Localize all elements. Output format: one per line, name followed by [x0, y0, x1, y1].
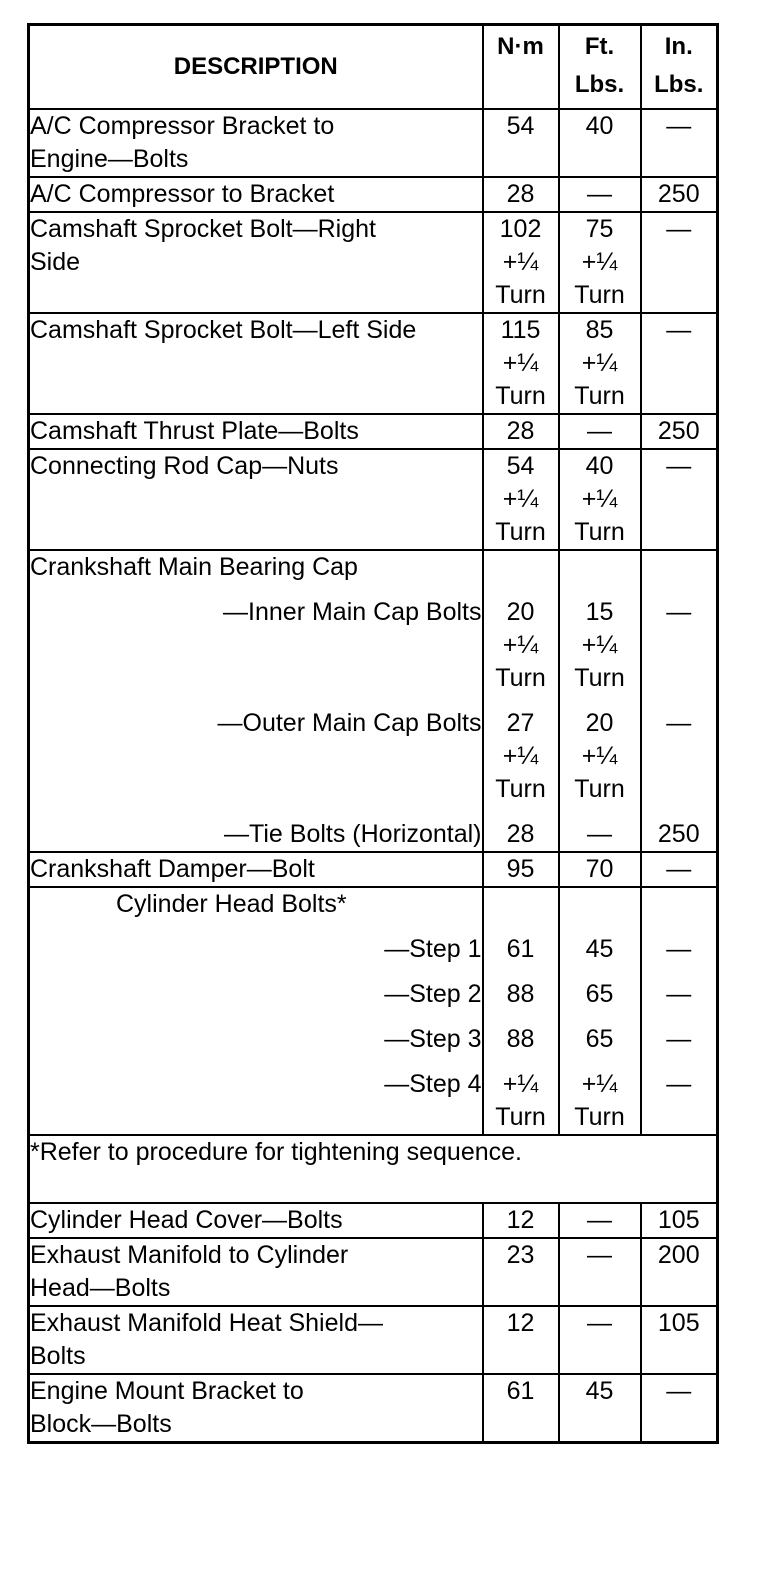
main-bearing-nm	[483, 550, 559, 852]
torque-spec-table	[27, 23, 719, 1444]
cell-line: 12	[506, 1309, 535, 1337]
main-bearing-title: Crankshaft Main Bearing Cap	[30, 553, 358, 581]
row-nm-value	[483, 109, 559, 177]
cell-line: 45	[585, 1377, 614, 1405]
cell-line: —	[587, 180, 612, 208]
row-ft-lbs-value	[559, 414, 641, 449]
value-line: +¼	[502, 631, 539, 659]
cell-line: Camshaft Sprocket Bolt—Left Side	[30, 316, 417, 344]
row-nm-value	[483, 1238, 559, 1306]
cell-line: —	[587, 1206, 612, 1234]
value-line: —	[666, 1070, 692, 1098]
head-bolts-row	[29, 887, 718, 1135]
value-line: 27	[506, 709, 535, 737]
value-line: Turn	[495, 775, 546, 803]
value-line: +¼	[502, 1070, 539, 1098]
cell-line: —	[587, 417, 612, 445]
head-bolts-step-label: —Step 4	[384, 1070, 482, 1098]
cell-line: Exhaust Manifold Heat Shield—	[30, 1309, 383, 1337]
cell-line: Camshaft Sprocket Bolt—Right	[30, 215, 376, 243]
value-line: 20	[585, 709, 614, 737]
row-in-lbs-value	[641, 177, 718, 212]
cell-line: +¼	[502, 349, 539, 377]
table-row	[29, 212, 718, 313]
table-row	[29, 449, 718, 550]
cell-line: A/C Compressor Bracket to	[30, 112, 335, 140]
row-in-lbs-value	[641, 313, 718, 414]
header-row	[29, 25, 718, 110]
head-bolts-title: Cylinder Head Bolts*	[116, 890, 347, 918]
table-row	[29, 109, 718, 177]
table-row	[29, 414, 718, 449]
row-ft-lbs-value	[559, 1306, 641, 1374]
cell-line: Camshaft Thrust Plate—Bolts	[30, 417, 359, 445]
head-bolts-nm	[483, 887, 559, 1135]
cell-line: —	[666, 452, 692, 480]
cell-line: 23	[506, 1241, 535, 1269]
row-description	[29, 177, 483, 212]
header-ft-line: Ft.	[584, 33, 615, 60]
row-nm-value	[483, 1306, 559, 1374]
row-in-lbs-value	[641, 414, 718, 449]
cell-line: 200	[657, 1241, 700, 1269]
cell-line: —	[666, 215, 692, 243]
value-line: —	[666, 935, 692, 963]
cell-line: Connecting Rod Cap—Nuts	[30, 452, 339, 480]
header-nm: N·m	[483, 25, 559, 110]
row-in-lbs-value	[641, 449, 718, 550]
row-nm-value	[483, 1374, 559, 1443]
cell-line: 28	[506, 417, 535, 445]
damper-in: —	[641, 852, 718, 887]
cell-line: —	[666, 112, 692, 140]
cell-line: +¼	[502, 485, 539, 513]
cell-line: 40	[585, 112, 614, 140]
cell-line: 250	[657, 180, 700, 208]
cell-line: +¼	[581, 485, 618, 513]
header-in-line: Lbs.	[654, 71, 704, 98]
row-description	[29, 109, 483, 177]
row-description	[29, 313, 483, 414]
cell-line: 54	[506, 112, 535, 140]
cell-line: Side	[30, 248, 81, 276]
cell-line: —	[587, 1309, 612, 1337]
row-description	[29, 414, 483, 449]
cell-line: Turn	[495, 281, 546, 309]
main-bearing-description	[29, 550, 483, 852]
value-line: 15	[585, 598, 614, 626]
row-description	[29, 1374, 483, 1443]
value-line: +¼	[581, 742, 618, 770]
damper-nm: 95	[483, 852, 559, 887]
cell-line: +¼	[581, 349, 618, 377]
header-description: DESCRIPTION	[29, 25, 483, 110]
table-row	[29, 1374, 718, 1443]
value-line: —	[666, 709, 692, 737]
cell-line: —	[587, 1241, 612, 1269]
value-line: 65	[585, 1025, 614, 1053]
cell-line: Engine Mount Bracket to	[30, 1377, 304, 1405]
value-line: 45	[585, 935, 614, 963]
cell-line: —	[666, 1377, 692, 1405]
table-row	[29, 177, 718, 212]
table-row	[29, 1306, 718, 1374]
row-nm-value	[483, 1203, 559, 1238]
table-row	[29, 313, 718, 414]
row-description	[29, 212, 483, 313]
value-line: Turn	[495, 1103, 546, 1131]
head-bolts-step-label: —Step 1	[384, 935, 482, 963]
value-line: Turn	[574, 775, 625, 803]
row-nm-value	[483, 212, 559, 313]
cell-line: Turn	[495, 382, 546, 410]
main-bearing-row	[29, 550, 718, 852]
cell-line: Exhaust Manifold to Cylinder	[30, 1241, 349, 1269]
row-in-lbs-value	[641, 109, 718, 177]
value-line: +¼	[502, 742, 539, 770]
cell-line: 61	[506, 1377, 535, 1405]
cell-line: 85	[585, 316, 614, 344]
main-bearing-in	[641, 550, 718, 852]
cell-line: Turn	[495, 518, 546, 546]
cell-line: Turn	[574, 382, 625, 410]
value-line: —	[666, 598, 692, 626]
value-line: +¼	[581, 631, 618, 659]
row-description	[29, 1306, 483, 1374]
cell-line: Turn	[574, 518, 625, 546]
cell-line: Head—Bolts	[30, 1274, 171, 1302]
head-bolts-ft	[559, 887, 641, 1135]
row-nm-value	[483, 449, 559, 550]
cell-line: 12	[506, 1206, 535, 1234]
head-bolts-step-label: —Step 2	[384, 980, 482, 1008]
value-line: Turn	[495, 664, 546, 692]
cell-line: 105	[657, 1206, 700, 1234]
head-bolts-step-label: —Step 3	[384, 1025, 482, 1053]
value-line: 65	[585, 980, 614, 1008]
table-row	[29, 1238, 718, 1306]
cell-line: Turn	[574, 281, 625, 309]
cell-line: Engine—Bolts	[30, 145, 189, 173]
row-ft-lbs-value	[559, 313, 641, 414]
row-description	[29, 1203, 483, 1238]
value-line: Turn	[574, 664, 625, 692]
cell-line: 115	[500, 316, 541, 344]
row-ft-lbs-value	[559, 1238, 641, 1306]
cell-line: Block—Bolts	[30, 1410, 172, 1438]
value-line: +¼	[581, 1070, 618, 1098]
value-line: —	[666, 1025, 692, 1053]
header-in-line: In.	[664, 33, 693, 60]
cell-line: Bolts	[30, 1342, 86, 1370]
row-description	[29, 449, 483, 550]
header-ft-line: Lbs.	[574, 71, 625, 98]
cell-line: 102	[499, 215, 542, 243]
header-in-lbs	[641, 25, 718, 110]
row-ft-lbs-value	[559, 1374, 641, 1443]
cell-line: —	[666, 316, 692, 344]
cell-line: Cylinder Head Cover—Bolts	[30, 1206, 343, 1234]
header-ft-lbs	[559, 25, 641, 110]
main-bearing-item-label: —Outer Main Cap Bolts	[217, 709, 482, 737]
cell-line: 105	[657, 1309, 700, 1337]
row-ft-lbs-value	[559, 1203, 641, 1238]
main-bearing-item-label: —Inner Main Cap Bolts	[223, 598, 482, 626]
footnote: *Refer to procedure for tightening sequence.	[29, 1135, 718, 1203]
cell-line: +¼	[581, 248, 618, 276]
value-line: 28	[506, 820, 535, 848]
row-ft-lbs-value	[559, 212, 641, 313]
table-row	[29, 1203, 718, 1238]
row-in-lbs-value	[641, 1203, 718, 1238]
note-row	[29, 1135, 718, 1203]
head-bolts-description	[29, 887, 483, 1135]
row-in-lbs-value	[641, 212, 718, 313]
value-line: 61	[506, 935, 535, 963]
row-ft-lbs-value	[559, 177, 641, 212]
main-bearing-ft	[559, 550, 641, 852]
value-line: 88	[506, 1025, 535, 1053]
value-line: —	[587, 820, 612, 848]
cell-line: 40	[585, 452, 614, 480]
cell-line: 28	[506, 180, 535, 208]
cell-line: A/C Compressor to Bracket	[30, 180, 335, 208]
value-line: 88	[506, 980, 535, 1008]
row-nm-value	[483, 177, 559, 212]
head-bolts-in	[641, 887, 718, 1135]
row-in-lbs-value	[641, 1374, 718, 1443]
damper-ft: 70	[559, 852, 641, 887]
cell-line: 250	[657, 417, 700, 445]
value-line: Turn	[574, 1103, 625, 1131]
row-ft-lbs-value	[559, 449, 641, 550]
damper-description: Crankshaft Damper—Bolt	[29, 852, 483, 887]
row-nm-value	[483, 313, 559, 414]
cell-line: 54	[506, 452, 535, 480]
value-line: —	[666, 980, 692, 1008]
row-nm-value	[483, 414, 559, 449]
value-line: 20	[506, 598, 535, 626]
row-ft-lbs-value	[559, 109, 641, 177]
main-bearing-item-label: —Tie Bolts (Horizontal)	[224, 820, 482, 848]
row-description	[29, 1238, 483, 1306]
cell-line: +¼	[502, 248, 539, 276]
row-in-lbs-value	[641, 1306, 718, 1374]
cell-line: 75	[585, 215, 614, 243]
value-line: 250	[657, 820, 700, 848]
row-in-lbs-value	[641, 1238, 718, 1306]
damper-row	[29, 852, 718, 887]
